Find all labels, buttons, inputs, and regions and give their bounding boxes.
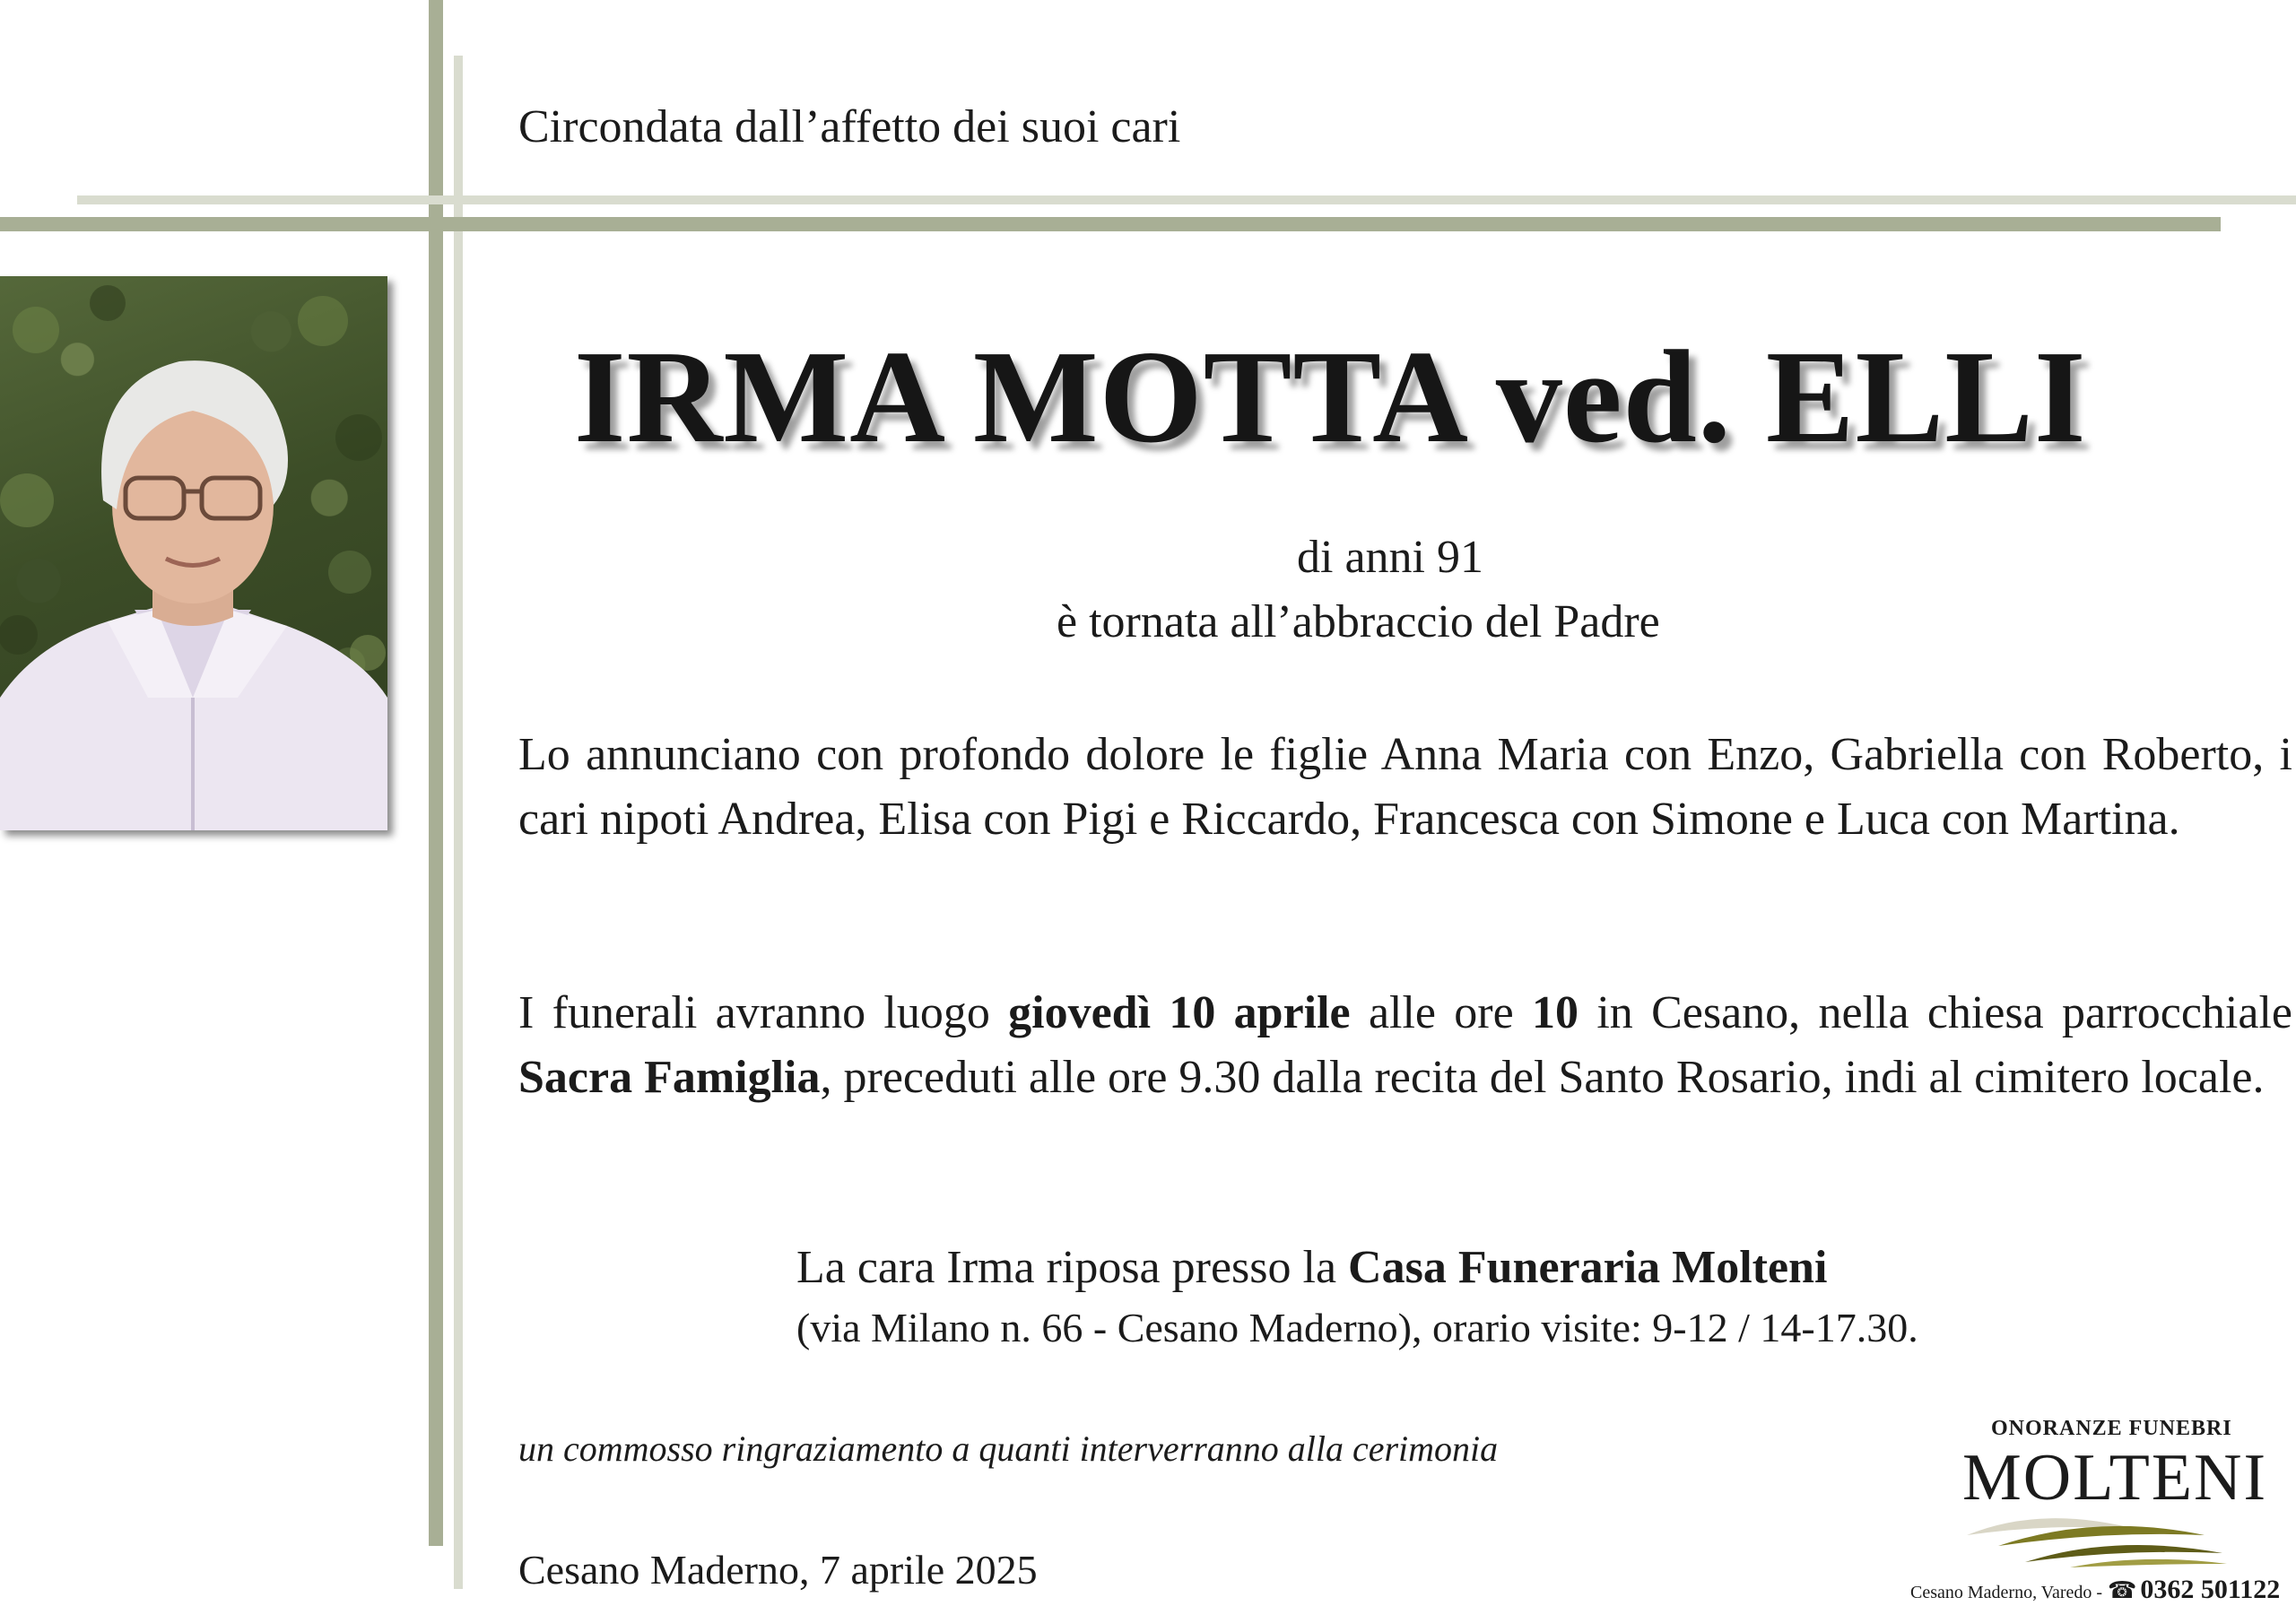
- funeral-home-name: Casa Funeraria Molteni: [1348, 1242, 1828, 1293]
- olive-leaves-icon: [1962, 1508, 2231, 1571]
- place-date: Cesano Maderno, 7 aprile 2025: [518, 1547, 1038, 1593]
- funeral-text: , preceduti alle ore 9.30 dalla recita del Santo Rosario, indi al cimitero locale.: [820, 1052, 2265, 1103]
- logo-subtitle: ONORANZE FUNEBRI: [1991, 1417, 2232, 1440]
- funeral-home-logo: [1910, 1417, 2296, 1606]
- rest-line: [796, 1241, 1827, 1294]
- logo-brand: MOLTENI: [1962, 1441, 2268, 1515]
- funeral-text: in Cesano, nella chiesa parrocchiale: [1578, 987, 2292, 1038]
- deceased-name: IRMA MOTTA ved. ELLI: [574, 324, 2087, 471]
- visit-details: (via Milano n. 66 - Cesano Maderno), orario visite: 9-12 / 14-17.30.: [796, 1305, 1918, 1350]
- cross-vertical-light: [454, 56, 463, 1589]
- cross-horizontal-dark: [0, 217, 2221, 231]
- funeral-date: giovedì 10 aprile: [1008, 987, 1351, 1038]
- logo-locations: Cesano Maderno, Varedo -: [1910, 1583, 2103, 1602]
- phone-icon: ☎: [2108, 1577, 2137, 1603]
- cross-vertical-dark: [429, 0, 443, 1546]
- cross-horizontal-light: [77, 195, 2296, 204]
- thanks-line: un commosso ringraziamento a quanti interverranno alla cerimonia: [518, 1428, 1499, 1469]
- church-name: Sacra Famiglia: [518, 1052, 821, 1103]
- funeral-text: alle ore: [1350, 987, 1533, 1038]
- funeral-paragraph: [518, 981, 2292, 1110]
- funeral-hour: 10: [1532, 987, 1579, 1038]
- phone-number: 0362 501122: [2140, 1575, 2281, 1604]
- portrait-photo: [0, 276, 387, 830]
- intro-line: Circondata dall’affetto dei suoi cari: [518, 101, 1181, 152]
- age-line: di anni 91: [1297, 532, 1483, 583]
- subtitle-line: è tornata all’abbraccio del Padre: [1057, 596, 1660, 647]
- family-paragraph: Lo annunciano con profondo dolore le figlie Anna Maria con Enzo, Gabriella con Roberto, i cari nipoti Andrea, Elisa con Pigi e Riccardo, Francesca con Simone e Luca con Martina.: [518, 729, 2292, 845]
- logo-contact: [1910, 1575, 2280, 1605]
- funeral-text: I funerali avranno luogo: [518, 987, 1009, 1038]
- rest-text: La cara Irma riposa presso la: [796, 1242, 1349, 1293]
